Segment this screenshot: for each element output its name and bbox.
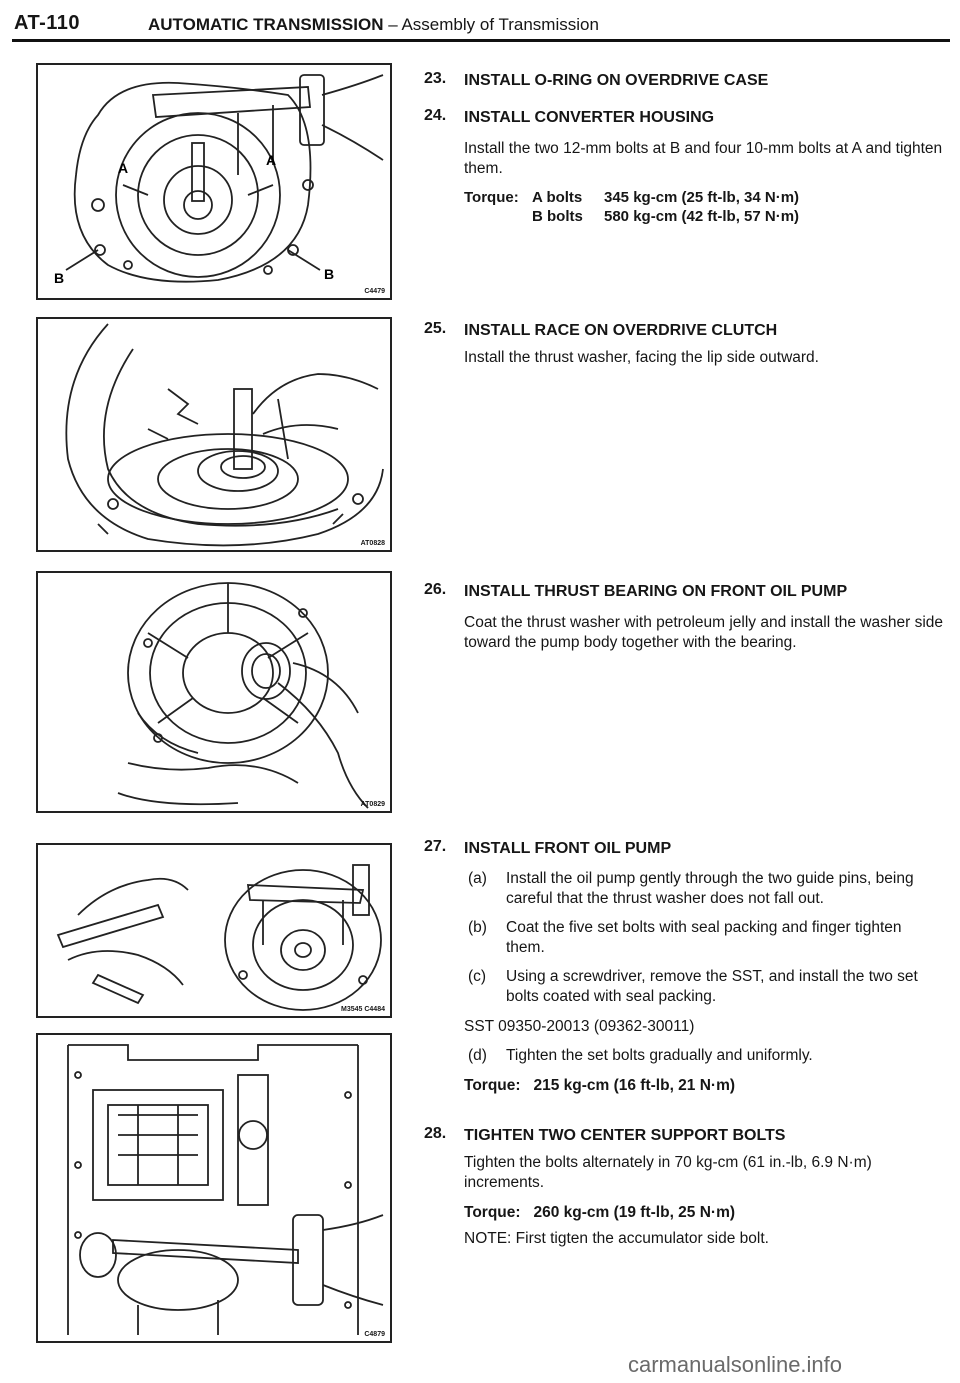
figure-converter-housing	[36, 63, 392, 300]
figure-code: C4879	[364, 1331, 385, 1338]
step-number: 23.	[424, 70, 447, 87]
figure-code: AT0828	[360, 540, 385, 547]
step-heading: INSTALL O-RING ON OVERDRIVE CASE	[464, 72, 769, 89]
step-number: 27.	[424, 838, 447, 855]
step-heading: INSTALL FRONT OIL PUMP	[464, 840, 672, 857]
page-header	[14, 10, 946, 40]
figure-code: M3545 C4484	[341, 1006, 385, 1013]
label-b-left: B	[54, 270, 65, 286]
step-26	[424, 581, 944, 653]
step-number: 25.	[424, 320, 447, 337]
substep-c	[468, 967, 944, 1007]
step-number: 26.	[424, 581, 447, 598]
step-number: 28.	[424, 1125, 447, 1142]
section-title-main: AUTOMATIC TRANSMISSION	[148, 15, 384, 34]
label-a-right: A	[266, 152, 277, 168]
torque-label: Torque:	[464, 1077, 521, 1094]
note: NOTE: First tigten the accumulator side bolt.	[464, 1230, 769, 1247]
step-number: 24.	[424, 107, 447, 124]
figure-thrust-bearing	[36, 571, 392, 813]
figure-front-oil-pump	[36, 843, 392, 1018]
torque-table	[464, 189, 944, 225]
sst-number: SST 09350-20013 (09362-30011)	[464, 1018, 695, 1035]
substep-d	[468, 1046, 944, 1066]
header-rule	[12, 39, 950, 42]
torque-line	[464, 1076, 944, 1096]
step-23	[424, 70, 944, 92]
torque-b-label: B bolts	[532, 208, 583, 225]
step-heading: INSTALL RACE ON OVERDRIVE CLUTCH	[464, 322, 778, 339]
substep-label: (a)	[468, 870, 487, 887]
page-number: AT-110	[14, 12, 80, 34]
figure-center-support-bolts	[36, 1033, 392, 1343]
label-b-right: B	[324, 266, 335, 282]
substep-text: Coat the five set bolts with seal packing and finger tighten them.	[506, 919, 902, 956]
label-a-left: A	[118, 160, 129, 176]
step-text: Tighten the bolts alternately in 70 kg-cm (61 in.-lb, 6.9 N·m) increments.	[464, 1154, 872, 1191]
torque-line	[464, 1203, 944, 1223]
overdrive-clutch-illustration	[38, 319, 390, 550]
figure-code: C4479	[364, 288, 385, 295]
step-heading: INSTALL CONVERTER HOUSING	[464, 109, 715, 126]
converter-housing-illustration	[38, 65, 390, 298]
section-title-sub: – Assembly of Transmission	[388, 15, 599, 34]
torque-value: 260 kg-cm (19 ft-lb, 25 N·m)	[533, 1204, 736, 1221]
substep-label: (c)	[468, 968, 487, 985]
torque-value: 215 kg-cm (16 ft-lb, 21 N·m)	[533, 1077, 736, 1094]
substep-label: (b)	[468, 919, 487, 936]
substep-label: (d)	[468, 1047, 487, 1064]
step-28	[424, 1125, 944, 1249]
step-text: Install the two 12-mm bolts at B and four 10-mm bolts at A and tighten them.	[464, 140, 943, 177]
step-text: Coat the thrust washer with petroleum jelly and install the washer side toward the pump body together with the bearing.	[464, 614, 944, 651]
step-25	[424, 320, 944, 368]
torque-b-value: 580 kg-cm (42 ft-lb, 57 N·m)	[604, 208, 800, 225]
step-24	[424, 107, 944, 225]
step-text: Install the thrust washer, facing the lip side outward.	[464, 349, 819, 366]
substep-text: Tighten the set bolts gradually and uniformly.	[506, 1047, 813, 1064]
center-support-illustration	[38, 1035, 390, 1341]
thrust-bearing-illustration	[38, 573, 390, 811]
figure-code: AT0829	[360, 801, 385, 808]
front-oil-pump-illustration	[38, 845, 390, 1016]
substep-text: Install the oil pump gently through the two guide pins, being careful that the thrust washer does not fall out.	[506, 870, 914, 907]
step-27	[424, 838, 944, 1096]
substep-b	[468, 918, 944, 958]
torque-a-value: 345 kg-cm (25 ft-lb, 34 N·m)	[604, 189, 800, 206]
figure-overdrive-clutch-race	[36, 317, 392, 552]
step-heading: INSTALL THRUST BEARING ON FRONT OIL PUMP	[464, 583, 848, 600]
substep-a	[468, 869, 944, 909]
substep-text: Using a screwdriver, remove the SST, and install the two set bolts coated with seal packing.	[506, 968, 918, 1005]
section-title	[148, 15, 599, 35]
watermark: carmanualsonline.info	[628, 1352, 843, 1377]
step-heading: TIGHTEN TWO CENTER SUPPORT BOLTS	[464, 1127, 786, 1144]
torque-label: Torque:	[464, 189, 519, 206]
torque-a-label: A bolts	[532, 189, 583, 206]
torque-label: Torque:	[464, 1204, 521, 1221]
